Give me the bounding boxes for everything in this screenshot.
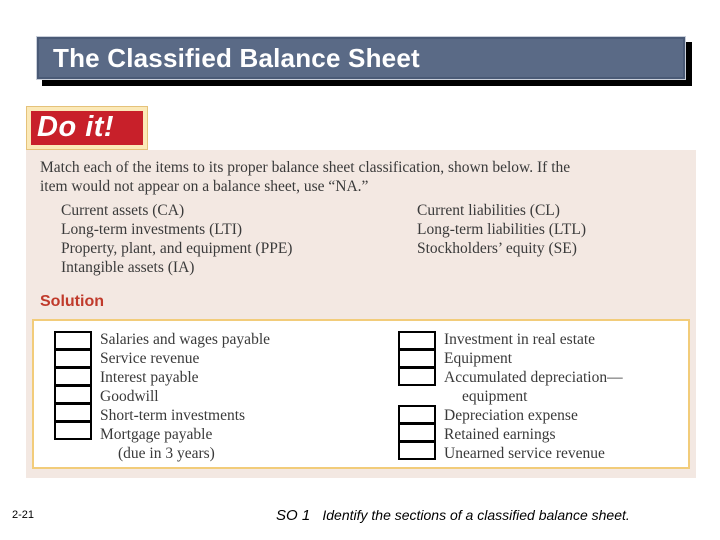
do-it-badge — [26, 106, 148, 150]
classification-item: Current assets (CA) — [61, 202, 185, 219]
balance-item: Unearned service revenue — [444, 445, 605, 462]
objective-code: SO 1 — [276, 507, 311, 524]
slide-number: 2-21 — [12, 509, 35, 521]
classification-item: Stockholders’ equity (SE) — [417, 240, 577, 257]
answer-boxes-right — [398, 331, 436, 460]
answer-boxes-left — [54, 331, 92, 440]
answer-input-box[interactable] — [54, 403, 92, 422]
balance-item-continuation: equipment — [462, 388, 528, 405]
answer-input-box[interactable] — [398, 405, 436, 424]
instructions-line-2: item would not appear on a balance sheet, use “NA.” — [40, 178, 369, 195]
balance-item: Service revenue — [100, 350, 200, 367]
classification-list-right — [417, 201, 586, 258]
balance-item: Mortgage payable — [100, 426, 213, 443]
study-objective — [276, 507, 630, 524]
title-bar — [36, 36, 686, 80]
answer-input-box[interactable] — [398, 423, 436, 442]
answer-input-box[interactable] — [54, 421, 92, 440]
classification-item: Long-term investments (LTI) — [61, 221, 243, 238]
balance-item: Retained earnings — [444, 426, 556, 443]
slide-title: The Classified Balance Sheet — [53, 43, 420, 73]
balance-item-continuation: (due in 3 years) — [118, 445, 215, 462]
answer-input-box[interactable] — [398, 367, 436, 386]
classification-item: Property, plant, and equipment (PPE) — [61, 240, 293, 257]
instructions-line-1: Match each of the items to its proper balance sheet classification, shown below. If the — [40, 159, 571, 176]
balance-item: Depreciation expense — [444, 407, 578, 424]
item-list-right — [444, 330, 623, 463]
balance-item: Accumulated depreciation— — [444, 369, 623, 386]
answer-input-box[interactable] — [398, 349, 436, 368]
answer-input-box[interactable] — [398, 331, 436, 350]
balance-item: Investment in real estate — [444, 331, 596, 348]
balance-item: Interest payable — [100, 369, 199, 386]
solution-answer-box — [32, 319, 690, 469]
item-list-left — [100, 330, 270, 463]
objective-text: Identify the sections of a classified balance sheet. — [322, 507, 630, 523]
balance-item: Short-term investments — [100, 407, 246, 424]
exercise-instructions — [40, 158, 688, 196]
balance-item: Equipment — [444, 350, 513, 367]
answer-input-box[interactable] — [54, 367, 92, 386]
balance-item: Salaries and wages payable — [100, 331, 271, 348]
classification-list-left — [61, 201, 292, 277]
classification-item: Current liabilities (CL) — [417, 202, 560, 219]
classification-item: Intangible assets (IA) — [61, 259, 195, 276]
answer-input-box[interactable] — [54, 331, 92, 350]
do-it-label: Do it! — [37, 111, 115, 143]
balance-item: Goodwill — [100, 388, 159, 405]
classification-item: Long-term liabilities (LTL) — [417, 221, 587, 238]
do-it-badge-inner — [31, 111, 143, 145]
answer-input-box[interactable] — [398, 441, 436, 460]
solution-heading: Solution — [40, 293, 104, 310]
answer-input-box[interactable] — [54, 349, 92, 368]
answer-input-box[interactable] — [54, 385, 92, 404]
answer-box-spacer — [398, 386, 436, 405]
exercise-panel — [26, 150, 696, 478]
